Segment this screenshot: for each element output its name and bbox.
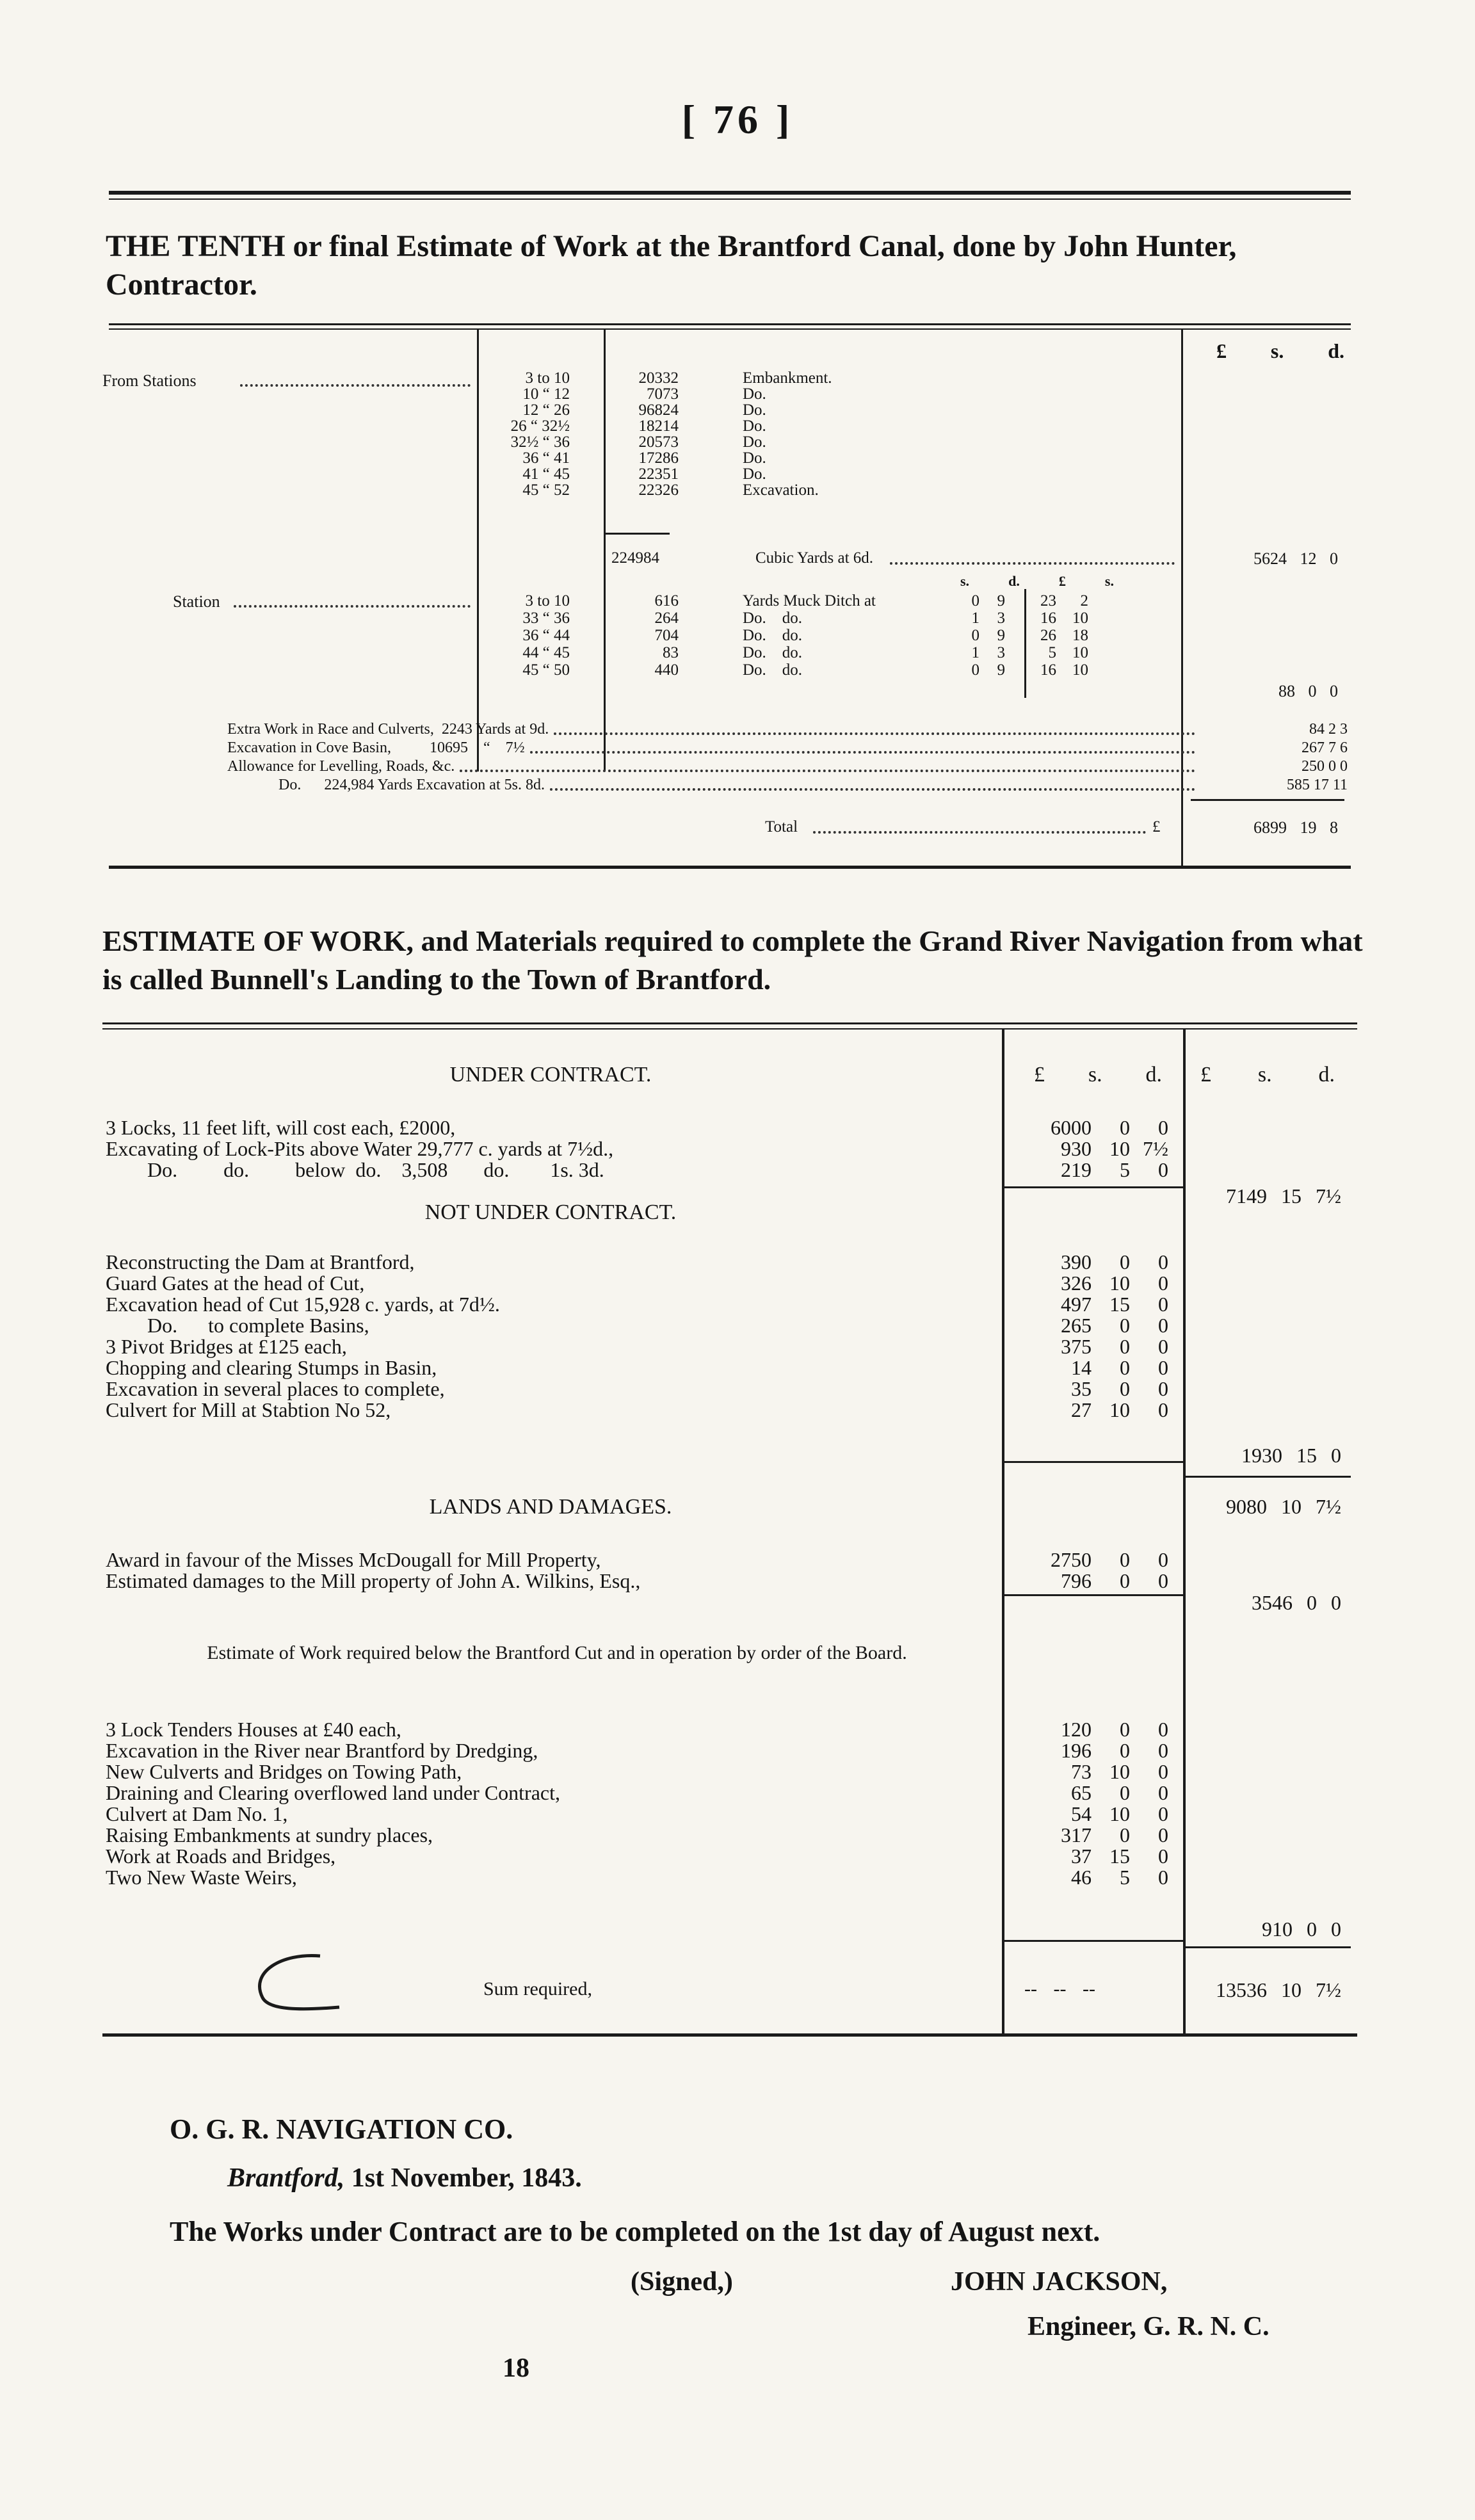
from-row: 10 “ 12 7073 Do. bbox=[522, 385, 766, 403]
total-amount: 6899 19 8 bbox=[1253, 818, 1338, 837]
not-under-row: Culvert for Mill at Stabtion No 52, 27 10 0 bbox=[106, 1398, 1168, 1421]
not-under-row: Chopping and clearing Stumps in Basin, 14 0 0 bbox=[106, 1356, 1168, 1379]
not-under-rows bbox=[106, 1252, 1181, 1421]
cubic-leader bbox=[890, 562, 1175, 565]
estimate-col-headers-left bbox=[1034, 1063, 1162, 1087]
top-rule bbox=[109, 191, 1351, 195]
sub-header-pounds: £ bbox=[1058, 573, 1066, 589]
below-row: Raising Embankments at sundry places, 317 0 0 bbox=[106, 1823, 1168, 1846]
not-under-sum-rule bbox=[1004, 1461, 1183, 1463]
total-symbol: £ bbox=[1152, 818, 1161, 836]
station-rows bbox=[487, 592, 1178, 679]
top-rule-thin bbox=[109, 198, 1351, 200]
below-row: New Culverts and Bridges on Towing Path, 73 10 0 bbox=[106, 1760, 1168, 1783]
below-row: Two New Waste Weirs, 46 5 0 bbox=[106, 1866, 1168, 1889]
under-contract-sum-rule bbox=[1004, 1186, 1183, 1188]
lands-total: 3546 0 0 bbox=[1252, 1591, 1341, 1614]
not-under-row: Reconstructing the Dam at Brantford, 390 0 0 bbox=[106, 1250, 1168, 1273]
est-header-pence-2: d. bbox=[1318, 1063, 1335, 1086]
est-header-pounds-2: £ bbox=[1200, 1063, 1211, 1086]
from-row: 45 “ 52 22326 Excavation. bbox=[522, 481, 819, 499]
from-row: 32½ “ 36 20573 Do. bbox=[510, 433, 766, 451]
from-stations-label: From Stations bbox=[102, 371, 197, 390]
header-shillings: s. bbox=[1270, 339, 1284, 362]
below-note: Estimate of Work required below the Brantford Cut and in operation by order of the Board. bbox=[207, 1642, 907, 1663]
lands-sum-rule bbox=[1004, 1594, 1183, 1596]
from-row: 36 “ 41 17286 Do. bbox=[522, 449, 766, 467]
tenth-header-rule-2 bbox=[109, 328, 1351, 330]
total-rule bbox=[1191, 799, 1344, 801]
lands-rows bbox=[106, 1549, 1181, 1592]
sub-header-s2: s. bbox=[1104, 573, 1114, 589]
under-contract-row: 3 Locks, 11 feet lift, will cost each, £2000, 6000 0 0 bbox=[106, 1116, 1168, 1139]
signature-mark: 18 bbox=[503, 2354, 529, 2383]
tenth-col-headers bbox=[1216, 339, 1344, 363]
sub-header-d: d. bbox=[1008, 573, 1020, 589]
lands-running-total: 9080 10 7½ bbox=[1226, 1495, 1341, 1518]
est-header-shillings-2: s. bbox=[1257, 1063, 1272, 1086]
date: 1st November, 1843. bbox=[351, 2163, 582, 2193]
from-row: 26 “ 32½ 18214 Do. bbox=[510, 417, 766, 435]
estimate-bottom-rule bbox=[102, 2033, 1357, 2037]
estimate-col-headers-right bbox=[1200, 1063, 1335, 1087]
sum-dashes: -- -- -- bbox=[1024, 1978, 1095, 1999]
below-row: 3 Lock Tenders Houses at £40 each, 120 0 0 bbox=[106, 1718, 1168, 1741]
total-leader bbox=[813, 831, 1146, 834]
extra-row: Excavation in Cove Basin, 10695 “ 7½ 267 7 6 bbox=[227, 739, 1348, 756]
est-header-pounds: £ bbox=[1034, 1063, 1045, 1086]
est-header-shillings: s. bbox=[1088, 1063, 1102, 1086]
sub-header-s: s. bbox=[960, 573, 970, 589]
not-under-row: Excavation in several places to complete, 35 0 0 bbox=[106, 1377, 1168, 1400]
company-name: O. G. R. NAVIGATION CO. bbox=[170, 2113, 513, 2145]
station-row: 36 “ 44 704 Do. do. 0 9 26 18 bbox=[522, 627, 1088, 644]
sum-amount: 13536 10 7½ bbox=[1216, 1978, 1341, 2001]
below-rows bbox=[106, 1719, 1181, 1888]
page-number: [ 76 ] bbox=[681, 97, 794, 142]
station-row: 44 “ 45 83 Do. do. 1 3 5 10 bbox=[522, 644, 1088, 661]
cubic-total: 224984 bbox=[611, 549, 659, 567]
station-amount: 88 0 0 bbox=[1278, 682, 1338, 700]
hand-flourish-mark bbox=[243, 1946, 346, 2023]
below-row: Excavation in the River near Brantford by Dredging, 196 0 0 bbox=[106, 1739, 1168, 1762]
header-pounds: £ bbox=[1216, 339, 1227, 362]
from-row: 41 “ 45 22351 Do. bbox=[522, 465, 766, 483]
station-sub-headers bbox=[960, 573, 1114, 590]
station-row: 33 “ 36 264 Do. do. 1 3 16 10 bbox=[522, 610, 1088, 627]
not-under-row: Guard Gates at the head of Cut, 326 10 0 bbox=[106, 1272, 1168, 1295]
under-contract-row: Excavating of Lock-Pits above Water 29,777 c. yards at 7½d., 930 10 7½ bbox=[106, 1137, 1168, 1160]
estimate-title: ESTIMATE OF WORK, and Materials required to complete the Grand River Navigation from what is called Bunnell's Landing to the Town of Brantford. bbox=[102, 925, 1363, 996]
under-contract-total: 7149 15 7½ bbox=[1226, 1184, 1341, 1208]
under-contract-row: Do. do. below do. 3,508 do. 1s. 3d. 219 5 0 bbox=[147, 1158, 1168, 1181]
tenth-bottom-rule bbox=[109, 866, 1351, 869]
not-under-total: 1930 15 0 bbox=[1241, 1444, 1341, 1467]
station-row: 45 “ 50 440 Do. do. 0 9 16 10 bbox=[522, 661, 1088, 679]
from-stations-leader bbox=[240, 384, 471, 387]
estimate-header-rule-2 bbox=[102, 1028, 1357, 1030]
below-total: 910 0 0 bbox=[1262, 1918, 1341, 1941]
not-under-row: Do. to complete Basins, 265 0 0 bbox=[147, 1314, 1168, 1337]
place: Brantford, bbox=[227, 2163, 345, 2193]
below-row: Culvert at Dam No. 1, 54 10 0 bbox=[106, 1802, 1168, 1825]
cubic-label: Cubic Yards at 6d. bbox=[755, 549, 874, 567]
sum-label: Sum required, bbox=[483, 1978, 592, 1999]
from-row: 12 “ 26 96824 Do. bbox=[522, 401, 766, 419]
station-label: Station bbox=[173, 592, 220, 611]
extra-row: Do. 224,984 Yards Excavation at 5s. 8d. 585 17 11 bbox=[278, 777, 1348, 793]
under-contract-rows bbox=[106, 1117, 1181, 1181]
lands-heading: LANDS AND DAMAGES. bbox=[429, 1495, 672, 1519]
not-under-total-rule bbox=[1186, 1476, 1351, 1478]
from-row: 3 to 10 20332 Embankment. bbox=[525, 369, 832, 387]
not-under-row: Excavation head of Cut 15,928 c. yards, at 7d½. 497 15 0 bbox=[106, 1293, 1168, 1316]
total-label: Total bbox=[765, 818, 798, 836]
below-row: Draining and Clearing overflowed land under Contract, 65 0 0 bbox=[106, 1781, 1168, 1804]
header-pence: d. bbox=[1328, 339, 1344, 362]
lands-row: Award in favour of the Misses McDougall for Mill Property, 2750 0 0 bbox=[106, 1548, 1168, 1571]
completion-note: The Works under Contract are to be completed on the 1st day of August next. bbox=[170, 2216, 1100, 2247]
place-date bbox=[227, 2163, 582, 2193]
cubic-amount: 5624 12 0 bbox=[1253, 549, 1338, 568]
under-contract-heading: UNDER CONTRACT. bbox=[449, 1063, 652, 1086]
not-under-row: 3 Pivot Bridges at £125 each, 375 0 0 bbox=[106, 1335, 1168, 1358]
estimate-header-rule bbox=[102, 1022, 1357, 1024]
from-rows bbox=[487, 370, 1178, 498]
below-row: Work at Roads and Bridges, 37 15 0 bbox=[106, 1845, 1168, 1868]
tenth-title: THE TENTH or final Estimate of Work at the Brantford Canal, done by John Hunter, Contractor. bbox=[106, 229, 1237, 302]
below-total-rule bbox=[1186, 1946, 1351, 1948]
extra-row: Extra Work in Race and Culverts, 2243 Yards at 9d. 84 2 3 bbox=[227, 721, 1348, 738]
below-sum-rule bbox=[1004, 1940, 1183, 1942]
extra-row: Allowance for Levelling, Roads, &c. 250 0 0 bbox=[227, 758, 1348, 775]
not-under-heading: NOT UNDER CONTRACT. bbox=[424, 1200, 677, 1224]
signatory-name: JOHN JACKSON, bbox=[951, 2267, 1168, 2297]
signatory-title: Engineer, G. R. N. C. bbox=[1028, 2312, 1269, 2341]
station-leader bbox=[234, 605, 471, 608]
station-row: 3 to 10 616 Yards Muck Ditch at 0 9 23 2 bbox=[525, 592, 1088, 610]
signed-label: (Signed,) bbox=[631, 2267, 733, 2297]
est-header-pence: d. bbox=[1145, 1063, 1162, 1086]
lands-row: Estimated damages to the Mill property of John A. Wilkins, Esq., 796 0 0 bbox=[106, 1569, 1168, 1592]
extra-rows bbox=[227, 720, 1348, 795]
tenth-col-divider-1 bbox=[477, 330, 479, 771]
estimate-col-divider-2 bbox=[1183, 1030, 1186, 2035]
cubic-total-rule bbox=[606, 533, 670, 535]
tenth-header-rule bbox=[109, 323, 1351, 325]
